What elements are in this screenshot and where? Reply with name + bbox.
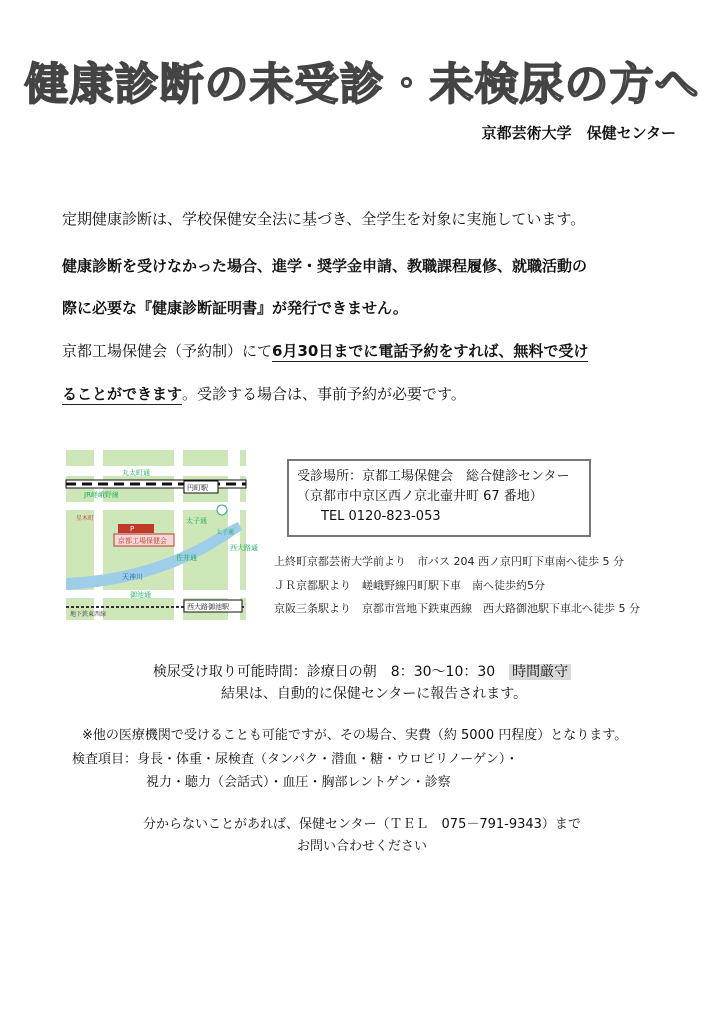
route-marker bbox=[217, 505, 227, 515]
label-nishioji: 西大路通 bbox=[230, 544, 258, 552]
page-title: 健康診断の未受診・未検尿の方へ bbox=[24, 59, 700, 110]
urine-time: 検尿受け取り可能時間：診療日の朝 8：30～10：30 bbox=[152, 664, 496, 680]
access-route-1: 上終町京都芸術大学前より 市バス 204 西ノ京円町下車南へ徒歩 5 分 bbox=[274, 555, 624, 568]
road-west bbox=[94, 450, 103, 620]
paragraph-1: 定期健康診断は、学校保健安全法に基づき、全学生を対象に実施しています。 bbox=[62, 210, 586, 228]
road-sai bbox=[174, 450, 183, 620]
reservation-free-note: ることができます bbox=[62, 385, 183, 403]
access-route-3: 京阪三条駅より 京都市営地下鉄東西線 西大路御池駅下車北へ徒歩 5 分 bbox=[274, 602, 640, 615]
paragraph-3-tail: 。受診する場合は、事前予約が必要です。 bbox=[182, 385, 466, 403]
urine-result: 結果は、自動的に保健センターに報告されます。 bbox=[220, 686, 528, 702]
label-tenjingawa: 天神川 bbox=[122, 573, 143, 581]
venue-place: 受診場所：京都工場保健会 総合健診センター bbox=[297, 469, 570, 484]
organization-name: 京都芸術大学 保健センター bbox=[481, 124, 676, 142]
label-marutamachi: 丸太町通 bbox=[122, 469, 150, 477]
paragraph-3-line-1 bbox=[62, 340, 588, 361]
paragraph-3-intro: 京都工場保健会（予約制）にて bbox=[62, 342, 273, 360]
label-sai: 佐井通 bbox=[176, 554, 197, 562]
venue-tel: TEL 0120-823-053 bbox=[321, 509, 441, 524]
parking-mark bbox=[118, 524, 154, 533]
label-hoshiki: 星木町 bbox=[76, 515, 95, 522]
contact-line-2: お問い合わせください bbox=[296, 839, 427, 854]
road-oike bbox=[66, 590, 246, 598]
paragraph-3-line-2 bbox=[62, 383, 466, 404]
paragraph-2-line-1: 健康診断を受けなかった場合、進学・奨学金申請、教職課程履修、就職活動の bbox=[62, 257, 588, 275]
map-svg bbox=[66, 450, 258, 620]
access-route-2: ＪＲ京都駅より 嵯峨野線円町駅下車 南へ徒歩約5分 bbox=[274, 579, 545, 592]
label-subway: 地下鉄東西線 bbox=[70, 611, 107, 618]
urine-strict-badge: 時間厳守 bbox=[509, 664, 571, 680]
label-oike: 御池通 bbox=[130, 591, 151, 599]
other-clinic-note: ※他の医療機関で受けることも可能ですが、その場合、実費（約 5000 円程度）となります。 bbox=[82, 728, 628, 743]
access-map bbox=[66, 450, 258, 620]
contact-line-1: 分からないことがあれば、保健センター（ＴＥＬ 075－791-9343）まで bbox=[143, 817, 581, 832]
label-enmachi: 円町駅 bbox=[187, 484, 208, 492]
label-parking: P bbox=[130, 525, 135, 533]
exam-items-line-2: 視力・聴力（会話式）・血圧・胸部レントゲン・診察 bbox=[146, 775, 451, 790]
paragraph-2-line-2: 際に必要な『健康診断証明書』が発行できません。 bbox=[62, 299, 408, 317]
label-nishioji-oike: 西大路御池駅 bbox=[187, 603, 229, 611]
label-taishi-2: 太子通 bbox=[216, 529, 235, 536]
road-marutamachi bbox=[66, 466, 246, 476]
exam-items-line-1: 検査項目：身長・体重・尿検査（タンパク・潜血・糖・ウロビリノーゲン）・ bbox=[72, 752, 519, 767]
venue-address: （京都市中京区西ノ京北壷井町 67 番地） bbox=[297, 489, 543, 504]
reservation-deadline: 6月30日までに電話予約をすれば、無料で受け bbox=[272, 342, 589, 360]
label-taishi-1: 太子通 bbox=[186, 517, 207, 525]
label-jr: JR嵯峨野線 bbox=[84, 491, 119, 499]
urine-time-line bbox=[0, 661, 724, 681]
venue-info-box bbox=[287, 459, 591, 537]
label-clinic: 京都工場保健会 bbox=[118, 537, 167, 545]
